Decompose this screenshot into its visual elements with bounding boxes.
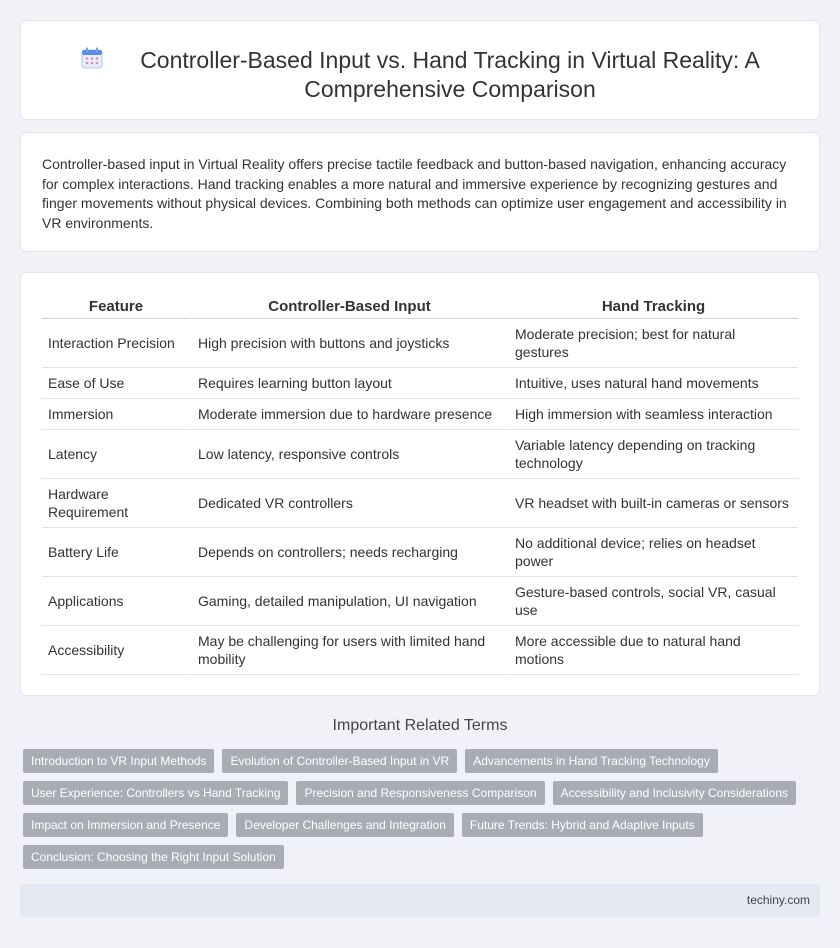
related-term-tag[interactable]: Introduction to VR Input Methods: [23, 749, 214, 773]
cell-controller: Dedicated VR controllers: [190, 479, 507, 528]
related-term-tag[interactable]: Advancements in Hand Tracking Technology: [465, 749, 718, 773]
header-hand-tracking: Hand Tracking: [507, 295, 798, 319]
intro-card: [20, 132, 820, 252]
table-row: [42, 626, 798, 675]
related-term-tag[interactable]: Future Trends: Hybrid and Adaptive Inputs: [462, 813, 703, 837]
cell-feature: Battery Life: [42, 528, 190, 577]
table-row: [42, 528, 798, 577]
cell-feature: Interaction Precision: [42, 319, 190, 368]
related-term-tag[interactable]: Impact on Immersion and Presence: [23, 813, 228, 837]
comparison-table: [42, 295, 798, 675]
cell-hand-tracking: No additional device; relies on headset power: [507, 528, 798, 577]
page-title: Controller-Based Input vs. Hand Tracking in Virtual Reality: A Comprehensive Comparison: [140, 47, 760, 102]
related-terms-list: [23, 749, 803, 869]
calendar-icon: [81, 47, 103, 69]
header-feature: Feature: [42, 295, 190, 319]
intro-text: Controller-based input in Virtual Reality offers precise tactile feedback and button-based navigation, enhancing accuracy for complex interactions. Hand tracking enables a more natural and immersive experience by recognizing gestures and finger movements without physical devices. Combining both methods can optimize user engagement and accessibility in VR environments.: [42, 156, 787, 231]
cell-controller: High precision with buttons and joysticks: [190, 319, 507, 368]
cell-controller: Gaming, detailed manipulation, UI navigation: [190, 577, 507, 626]
related-term-tag[interactable]: Precision and Responsiveness Comparison: [296, 781, 544, 805]
footer-site: techiny.com: [746, 893, 810, 907]
comparison-card: [20, 272, 820, 696]
cell-feature: Immersion: [42, 399, 190, 430]
cell-hand-tracking: VR headset with built-in cameras or sensors: [507, 479, 798, 528]
table-row: [42, 430, 798, 479]
cell-controller: Depends on controllers; needs recharging: [190, 528, 507, 577]
header-card: [20, 20, 820, 120]
cell-feature: Applications: [42, 577, 190, 626]
related-term-tag[interactable]: Developer Challenges and Integration: [236, 813, 453, 837]
cell-hand-tracking: Variable latency depending on tracking technology: [507, 430, 798, 479]
cell-feature: Hardware Requirement: [42, 479, 190, 528]
table-header-row: [42, 295, 798, 319]
cell-controller: Requires learning button layout: [190, 368, 507, 399]
table-row: [42, 319, 798, 368]
related-terms-title: Important Related Terms: [332, 717, 508, 734]
related-term-tag[interactable]: Accessibility and Inclusivity Considerations: [553, 781, 796, 805]
cell-controller: Low latency, responsive controls: [190, 430, 507, 479]
footer: [20, 884, 820, 917]
cell-hand-tracking: Intuitive, uses natural hand movements: [507, 368, 798, 399]
table-row: [42, 479, 798, 528]
cell-feature: Latency: [42, 430, 190, 479]
cell-hand-tracking: High immersion with seamless interaction: [507, 399, 798, 430]
cell-feature: Ease of Use: [42, 368, 190, 399]
cell-controller: May be challenging for users with limited hand mobility: [190, 626, 507, 675]
cell-hand-tracking: More accessible due to natural hand motions: [507, 626, 798, 675]
table-row: [42, 577, 798, 626]
cell-feature: Accessibility: [42, 626, 190, 675]
header-controller: Controller-Based Input: [190, 295, 507, 319]
table-row: [42, 368, 798, 399]
related-term-tag[interactable]: Conclusion: Choosing the Right Input Solution: [23, 845, 284, 869]
cell-controller: Moderate immersion due to hardware presence: [190, 399, 507, 430]
table-row: [42, 399, 798, 430]
cell-hand-tracking: Moderate precision; best for natural gestures: [507, 319, 798, 368]
related-term-tag[interactable]: User Experience: Controllers vs Hand Tracking: [23, 781, 288, 805]
cell-hand-tracking: Gesture-based controls, social VR, casual use: [507, 577, 798, 626]
related-term-tag[interactable]: Evolution of Controller-Based Input in VR: [222, 749, 457, 773]
